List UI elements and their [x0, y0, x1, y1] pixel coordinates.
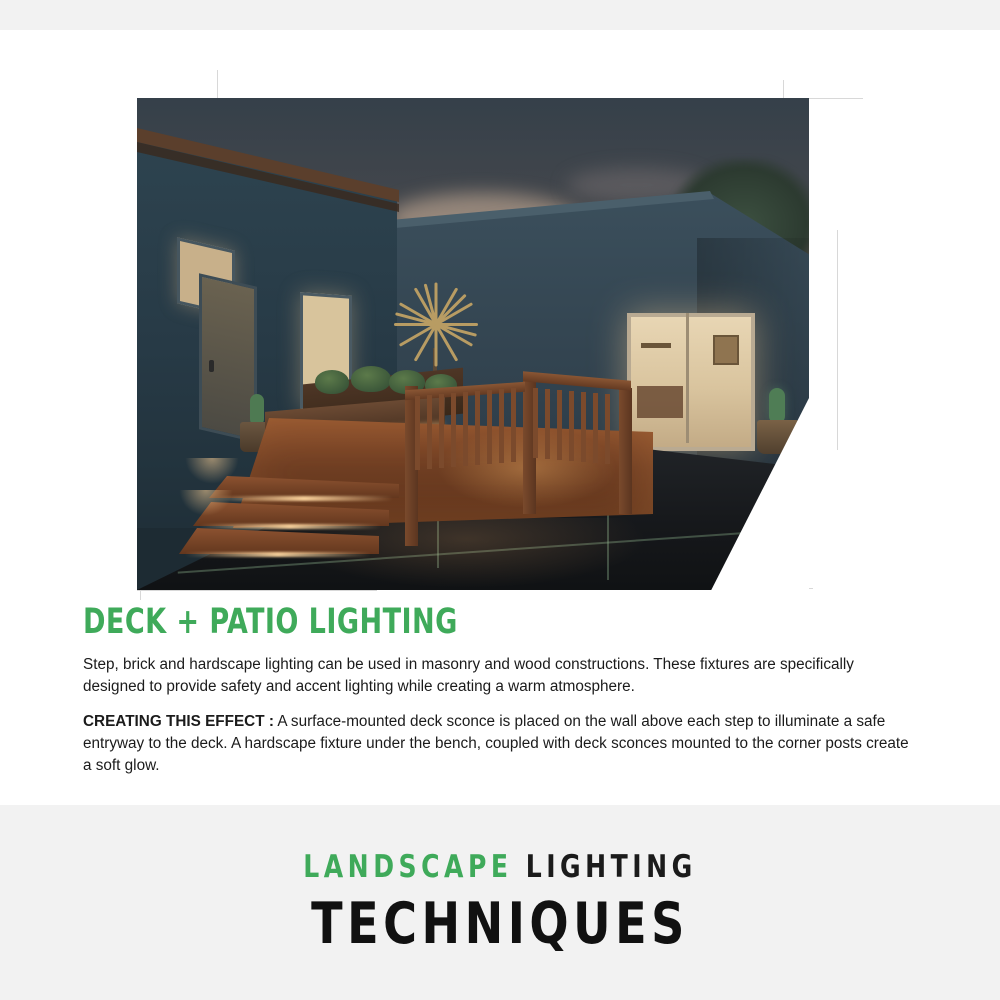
- french-doors-mullion: [686, 313, 689, 443]
- guide-line-bottom-left: [137, 590, 377, 591]
- content-card: [0, 30, 1000, 805]
- railing-baluster: [569, 391, 574, 461]
- step-light-glow: [185, 552, 371, 557]
- footer: [0, 805, 1000, 1000]
- interior-artwork: [713, 335, 739, 365]
- description-paragraph: Step, brick and hardscape lighting can be used in masonry and wood constructions. These fixtures are specifically designed to provide safety and accent lighting while creating a warm atmosphere.: [83, 656, 854, 695]
- deck-sconce-glow: [179, 490, 233, 516]
- railing-baluster: [499, 389, 504, 463]
- scene-frame: [137, 98, 809, 590]
- railing-baluster: [593, 393, 598, 463]
- railing-baluster: [451, 393, 456, 467]
- railing-baluster: [511, 388, 516, 462]
- creating-this-effect-label: CREATING THIS EFFECT :: [83, 713, 274, 731]
- illustration-deck-patio-night-rendering: [137, 70, 863, 600]
- step-light-glow: [199, 524, 381, 529]
- step-light-glow: [215, 496, 393, 501]
- shrub: [351, 366, 391, 392]
- footer-title-line-2: TECHNIQUES: [311, 891, 689, 957]
- railing-corner-post: [619, 388, 632, 514]
- railing-top-cap: [523, 371, 631, 390]
- page-title: DECK + PATIO LIGHTING: [83, 602, 458, 642]
- footer-title-line-1: [50, 849, 950, 885]
- railing-baluster: [581, 392, 586, 462]
- door-left: [199, 273, 257, 442]
- railing-baluster: [533, 388, 538, 458]
- railing-baluster: [545, 389, 550, 459]
- railing-baluster: [439, 394, 444, 468]
- railing-baluster: [605, 394, 610, 464]
- railing-baluster: [463, 392, 468, 466]
- railing-baluster: [487, 390, 492, 464]
- potted-cactus-right: [769, 388, 785, 424]
- railing-baluster: [427, 395, 432, 469]
- shrub: [315, 370, 349, 394]
- french-doors: [627, 313, 755, 451]
- railing-baluster: [475, 391, 480, 465]
- footer-word-landscape: LANDSCAPE: [303, 849, 513, 885]
- footer-word-lighting: LIGHTING: [525, 849, 697, 885]
- palm-fronds: [395, 276, 481, 371]
- railing-baluster: [557, 390, 562, 460]
- deck-railing: [405, 366, 645, 546]
- deck-sconce-glow: [185, 458, 239, 484]
- creating-this-effect-text: A surface-mounted deck sconce is placed on the wall above each step to illuminate a safe entryway to the deck. A hardscape fixture under the bench, coupled with deck sconces mounted to the corner posts create a soft glow.: [83, 713, 909, 774]
- text-block: [83, 602, 918, 791]
- door-handle-icon: [209, 360, 214, 372]
- interior-shelf: [641, 343, 671, 348]
- guide-line-right: [837, 230, 838, 450]
- railing-baluster: [415, 396, 420, 470]
- creating-this-effect-paragraph: [83, 711, 918, 776]
